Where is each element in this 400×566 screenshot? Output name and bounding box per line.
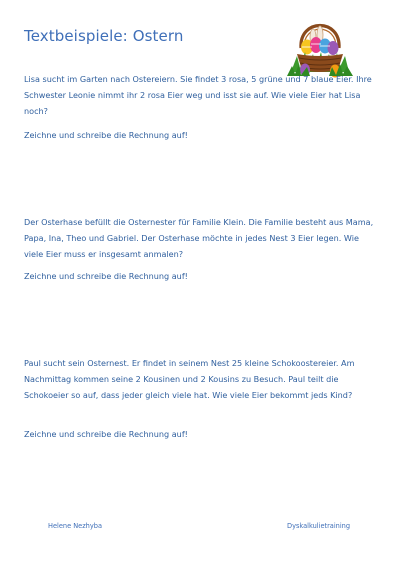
page-title: Textbeispiele: Ostern — [24, 27, 184, 45]
task-1-instruction: Zeichne und schreibe die Rechnung auf! — [24, 130, 188, 140]
task-3-instruction: Zeichne und schreibe die Rechnung auf! — [24, 429, 188, 439]
footer-brand: Dyskalkulietraining — [287, 522, 351, 530]
footer-author: Helene Nezhyba — [48, 522, 102, 530]
task-2-text: Der Osterhase befüllt die Osternester für Familie Klein. Die Familie besteht aus Mama, Papa, Ina, Theo und Gabriel. Der Osterhase möchte in jedes Nest 3 Eier legen. Wie viele Eier muss er insgesamt anmalen? — [24, 217, 374, 260]
task-3-text: Paul sucht sein Osternest. Er findet in seinem Nest 25 kleine Schokoostereier. Am Nachmittag kommen seine 2 Kousinen und 2 Kousins zu Besuch. Paul teilt die Schokoeier so auf, dass jeder gleich viele hat. Wie viele Eier bekommt jeds Kind? — [24, 358, 355, 401]
task-2-instruction: Zeichne und schreibe die Rechnung auf! — [24, 271, 188, 281]
task-1-text: Lisa sucht im Garten nach Ostereiern. Sie findet 3 rosa, 5 grüne und 7 blaue Eier. Ihre Schwester Leonie nimmt ihr 2 rosa Eier weg und isst sie auf. Wie viele Eier hat Lisa noch? — [24, 74, 372, 117]
